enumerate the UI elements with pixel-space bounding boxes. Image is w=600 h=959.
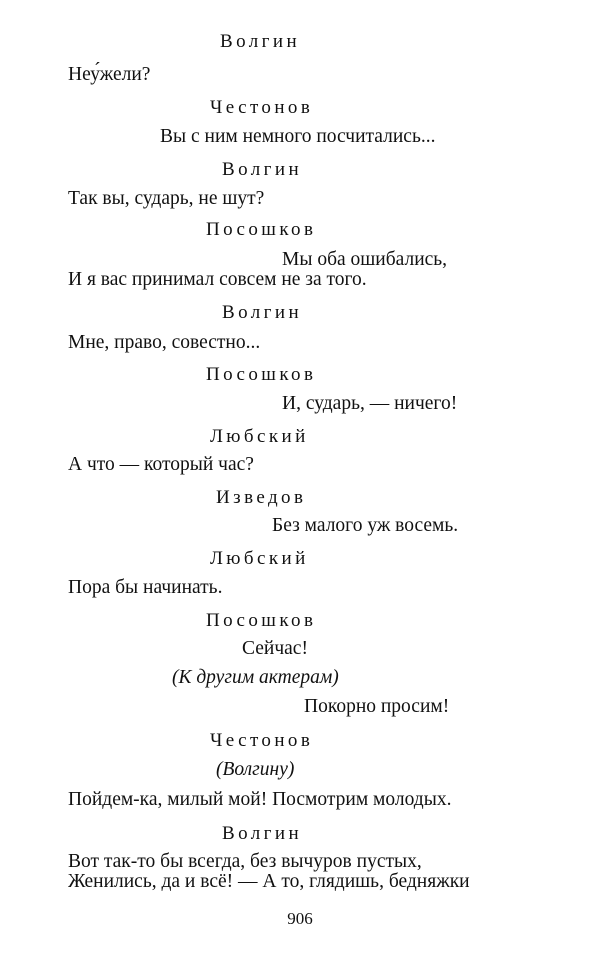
verse-line: Покорно просим! [304, 696, 450, 717]
verse-line: И, сударь, — ничего! [282, 393, 458, 414]
verse-line: Неу́жели? [68, 64, 151, 85]
verse-line: Без малого уж восемь. [272, 515, 459, 536]
verse-line: Пора бы начинать. [68, 577, 223, 598]
speaker-name: Волгин [222, 823, 303, 844]
verse-line: Так вы, сударь, не шут? [68, 188, 265, 209]
verse-line: И я вас принимал совсем не за того. [68, 269, 367, 290]
speaker-name: Посошков [206, 610, 317, 631]
speaker-name: Честонов [210, 730, 314, 751]
page-number: 906 [287, 909, 313, 928]
speaker-name: Волгин [222, 302, 303, 323]
verse-line: Сейчас! [242, 638, 308, 659]
verse-line: Женились, да и всё! — А то, глядишь, бедняжки [68, 871, 470, 892]
stage-direction: (Волгину) [216, 759, 295, 780]
verse-line: Мне, право, совестно... [68, 332, 261, 353]
speaker-name: Любский [210, 426, 309, 447]
speaker-name: Волгин [222, 159, 303, 180]
verse-line: А что — который час? [68, 454, 254, 475]
verse-line: Мы оба ошибались, [282, 249, 448, 270]
verse-line: Вы с ним немного посчитались... [160, 126, 436, 147]
speaker-name: Волгин [220, 31, 301, 52]
stage-direction: (К другим актерам) [172, 667, 339, 688]
speaker-name: Посошков [206, 364, 317, 385]
verse-line: Вот так-то бы всегда, без вычуров пустых, [68, 851, 422, 872]
verse-line: Пойдем-ка, милый мой! Посмотрим молодых. [68, 789, 452, 810]
speaker-name: Изведов [216, 487, 307, 508]
speaker-name: Посошков [206, 219, 317, 240]
speaker-name: Честонов [210, 97, 314, 118]
speaker-name: Любский [210, 548, 309, 569]
